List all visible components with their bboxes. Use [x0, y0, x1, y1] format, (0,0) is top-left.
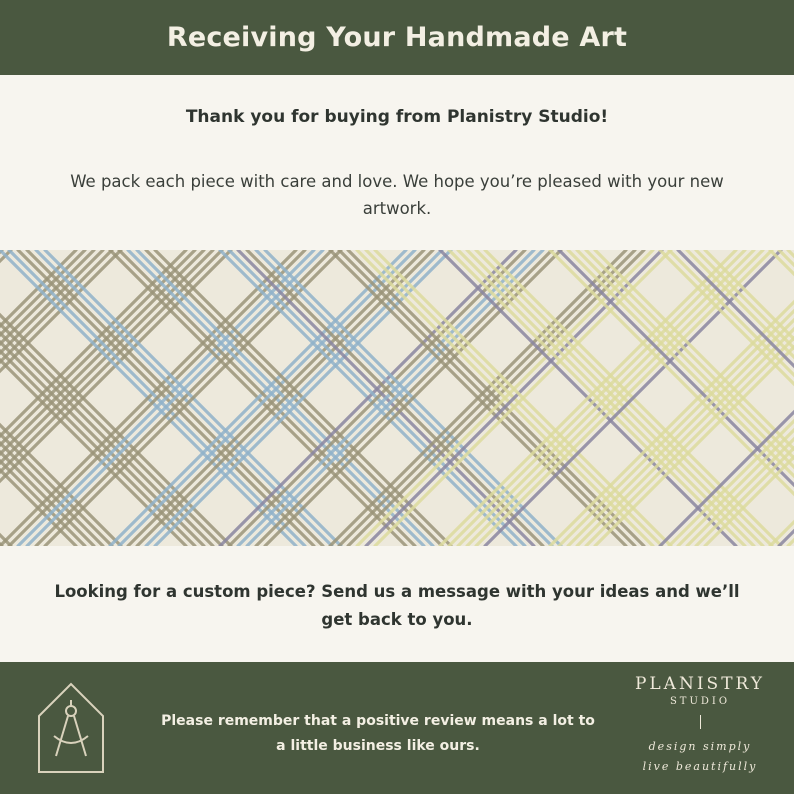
custom-piece-note: Looking for a custom piece? Send us a message with your ideas and we’ll get back to you. [54, 582, 740, 629]
art-stroke [0, 250, 11, 546]
review-request: Please remember that a positive review means a lot to a little business like ours. [161, 713, 595, 754]
art-stroke [770, 250, 794, 546]
art-stroke [0, 250, 11, 546]
art-stroke [788, 250, 794, 546]
thank-you-heading: Thank you for buying from Planistry Studio! [185, 107, 609, 127]
brand-block [620, 674, 780, 777]
brand-subtitle: STUDIO [669, 696, 731, 707]
art-stroke [788, 250, 794, 546]
tagline-line-2: live beautifully [642, 760, 758, 773]
compass-house-logo-icon [34, 680, 108, 776]
art-stroke [779, 250, 794, 546]
header-bar [0, 0, 794, 75]
artwork-image [0, 250, 794, 546]
brand-name: PLANISTRY [634, 674, 766, 694]
page-title: Receiving Your Handmade Art [166, 22, 628, 53]
art-stroke [770, 250, 794, 546]
intro-section [0, 75, 794, 250]
art-stroke [0, 250, 2, 546]
artwork-pattern [0, 250, 794, 546]
brand-divider [700, 715, 701, 729]
art-stroke [0, 250, 2, 546]
art-stroke [0, 250, 231, 546]
art-stroke [0, 250, 231, 546]
tagline-line-1: design simply [648, 740, 752, 753]
art-stroke [779, 250, 794, 546]
care-message: We pack each piece with care and love. We hope you’re pleased with your new artwork. [70, 172, 724, 218]
